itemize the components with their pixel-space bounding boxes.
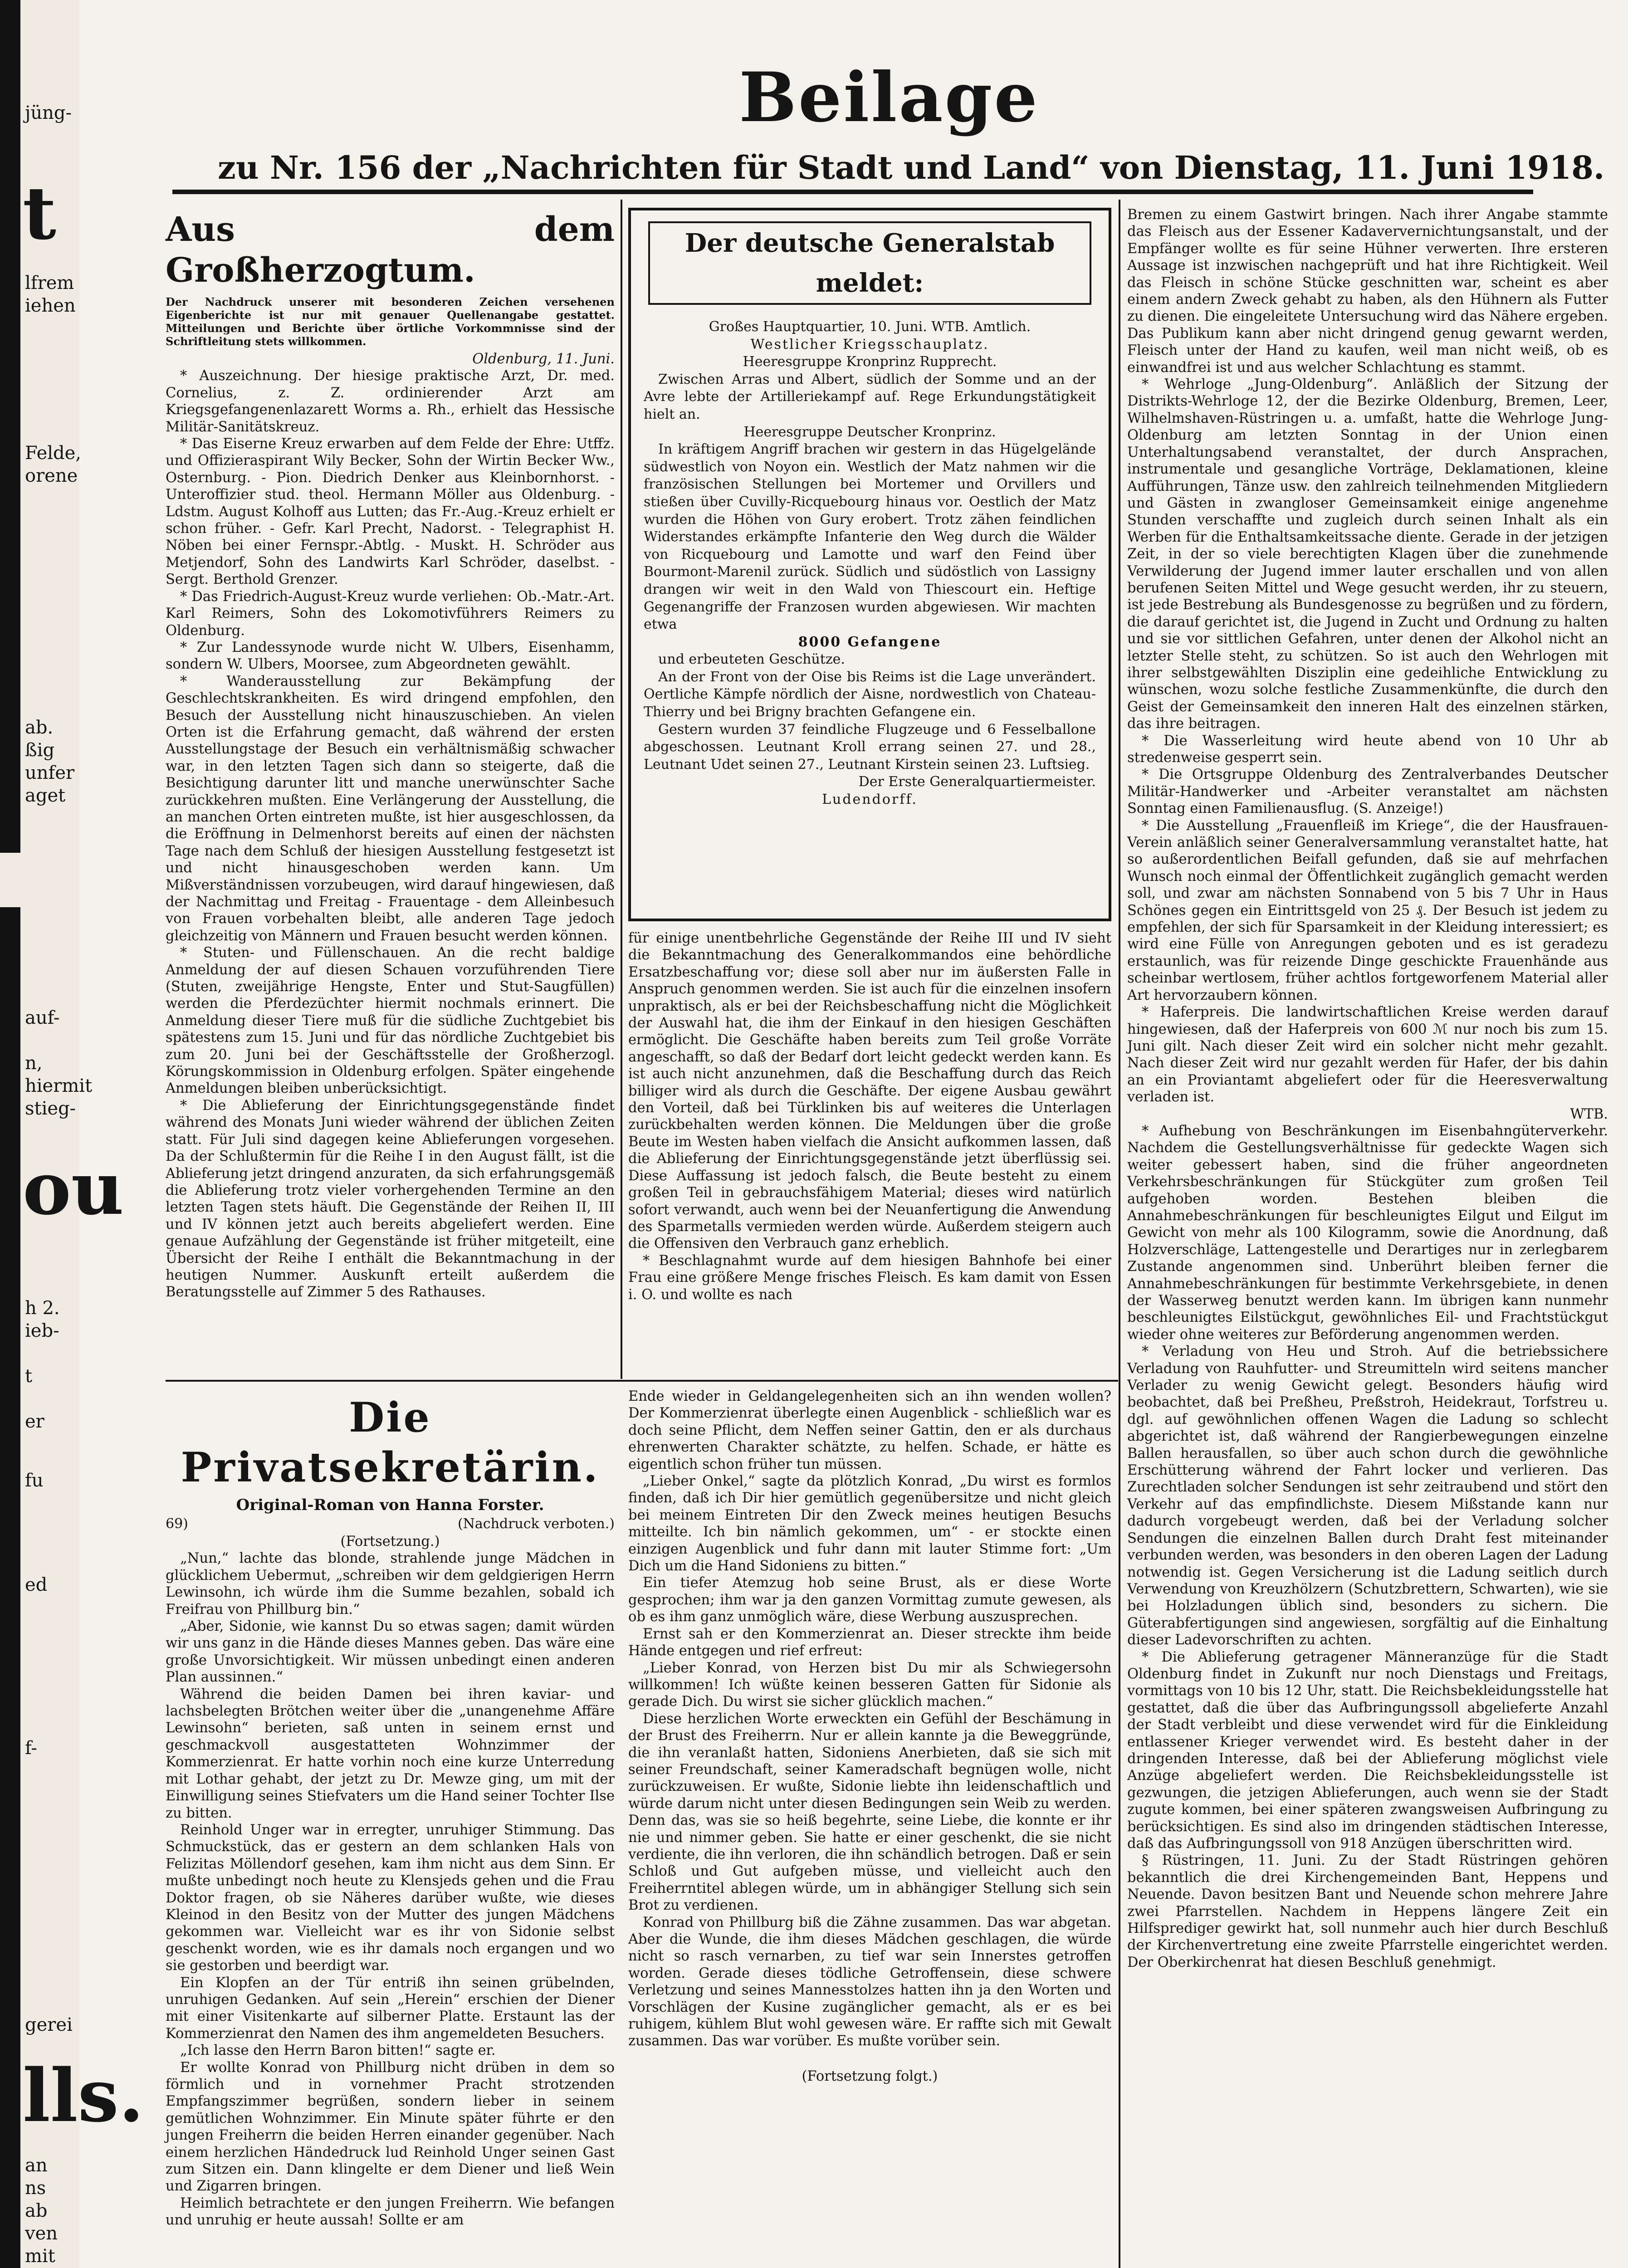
- prev-fragment: ou: [23, 1146, 124, 1231]
- prev-fragment: ßig: [25, 740, 55, 761]
- novel-subtitle: Original-Roman von Hanna Forster.: [236, 1496, 544, 1514]
- prev-fragment: gerei: [25, 2014, 73, 2035]
- prev-fragment: auf-: [25, 1007, 60, 1028]
- prev-fragment: n,: [25, 1053, 43, 1074]
- novel-number: 69): [166, 1516, 188, 1532]
- report-signature: Der Erste Generalquartiermeister.: [858, 774, 1096, 790]
- novel-column-2: [628, 1388, 1111, 2268]
- news-item: * Stuten- und Füllenschauen. An die recht baldige Anmeldung der auf diesen Schauen vorzuführenden Tiere (Stuten, zweijährige Hengste, Enter und Stut-Saugfüllen) werden die Pferdezüchter hiermit nochmals erinnert. Die Anmeldung dieser Tiere muß für die südliche Zuchtgebiet bis spätestens zum 15. Juni und für das nördliche Zuchtgebiet bis zum 20. Juni bei der Geschäftsstelle der Großherzogl. Körungskommission in Oldenburg erfolgen. Später eingehende Anmeldungen bleiben unberücksichtigt.: [166, 945, 615, 1097]
- prev-fragment: orene: [25, 465, 78, 486]
- prev-fragment: ven: [25, 2223, 58, 2244]
- novel-paragraph: Ein Klopfen an der Tür entriß ihn seinen grübelnden, unruhigen Gedanken. Auf sein „Herein“ erschien der Diener mit einer Visitenkarte auf silberner Platte. Erstaunt las der Kommerzienrat den Namen des ihm angemeldeten Besuchers.: [166, 1975, 615, 2042]
- prev-fragment: unfer: [25, 763, 75, 783]
- report-paragraph: und erbeuteten Geschütze.: [658, 651, 845, 668]
- prev-fragment: jüng-: [25, 103, 72, 123]
- report-paragraph: Gestern wurden 37 feindliche Flugzeuge und 6 Fesselballone abgeschossen. Leutnant Kroll errang seinen 27. und 28., Leutnant Udet seinen 27., Leutnant Kirstein seinen 23. Luftsieg.: [644, 721, 1096, 772]
- news-item: * Das Friedrich-August-Kreuz wurde verliehen: Ob.-Matr.-Art. Karl Reimers, Sohn des Lokomotivführers Reimers zu Oldenburg.: [166, 588, 615, 639]
- novel-paragraph: Ende wieder in Geldangelegenheiten sich an ihn wenden wollen? Der Kommerzienrat überlegte einen Augenblick - schließlich war es doch seine Pflicht, dem Neffen seiner Gattin, den er als durchaus ehrenwerten Charakter schätzte, zu helfen. Schade, er hätte es eigentlich schon früher tun müssen.: [628, 1388, 1111, 1472]
- report-paragraph: An der Front von der Oise bis Reims ist die Lage unverändert. Oertliche Kämpfe nördlich der Aisne, nordwestlich von Chateau-Thierry und bei Brigny brachten Gefangene ein.: [644, 669, 1096, 720]
- prev-fragment: er: [25, 1411, 44, 1432]
- news-item: § Rüstringen, 11. Juni. Zu der Stadt Rüstringen gehören bekanntlich die drei Kirchengemeinden Bant, Heppens und Neuende. Davon besitzen Bant und Neuende schon mehrere Jahre zwei Pfarrstellen. Nachdem in Heppens längere Zeit ein Hilfsprediger gewirkt hat, soll nunmehr auch hier durch Beschluß der Kirchenvertretung eine zweite Pfarrstelle eingerichtet werden. Der Oberkirchenrat hat diesen Beschluß genehmigt.: [1127, 1853, 1608, 1970]
- prev-fragment: fu: [25, 1470, 44, 1491]
- prev-fragment: lls.: [23, 2053, 144, 2138]
- prev-fragment: ns: [25, 2178, 46, 2199]
- novel-rights: (Nachdruck verboten.): [457, 1516, 615, 1532]
- report-paragraph: In kräftigem Angriff brachen wir gestern in das Hügelgelände südwestlich von Noyon ein. Westlich der Matz nahmen wir die französischen Stellungen bei Mortemer und Orvillers und stießen über Cuvilly-Ricquebourg hinaus vor. Oestlich der Matz wurden die Höhen von Gury erobert. Trotz zähen feindlichen Widerstandes erkämpfte Infanterie den Weg durch die Wälder von Ricquebourg und Lamotte und warf den Feind über Bourmont-Marenil zurück. Südlich und südöstlich von Lassigny drangen wir weit in den Wald von Thiescourt ein. Heftige Gegenangriffe der Franzosen wurden abgewiesen. Wir machten etwa: [644, 441, 1096, 633]
- novel-paragraph: „Ich lasse den Herrn Baron bitten!“ sagte er.: [180, 2043, 496, 2059]
- masthead-rule: [172, 190, 1533, 194]
- novel-paragraph: Konrad von Phillburg biß die Zähne zusammen. Das war abgetan. Aber die Wunde, die ihm dieses Mädchen geschlagen, die würde nicht so rasch vernarben, zu tief war sein Innerstes getroffen worden. Gerade dieses tödliche Getroffensein, diese schwere Verletzung und seines Mannesstolzes hatten ihn ja den Worten und Vorschlägen der Kusine zugänglicher gemacht, als er es bei ruhigem, kühlem Blut wohl gewesen wäre. Er raffte sich mit Gewalt zusammen. Das war vorüber. Es mußte vorüber sein.: [628, 1914, 1111, 2049]
- generalstab-box: [628, 208, 1111, 921]
- news-item: * Wanderausstellung zur Bekämpfung der Geschlechtskrankheiten. Es wird dringend empfohlen, den Besuch der Ausstellung nicht hinauszuschieben. An vielen Orten ist die Erfahrung gemacht, daß während der ersten Ausstellungstage der Besuch ein verhältnismäßig schwacher war, in den letzten Tagen sich dann so steigerte, daß die Besichtigung darunter litt und manche unerwünschter Sache zurückkehren mußten. Eine Verlängerung der Ausstellung, die an manchen Orten eintreten mußte, ist hier ausgeschlossen, da die Eröffnung in Delmenhorst bereits auf einen der nächsten Tage nach dem Schluß der hiesigen Ausstellung festgesetzt ist und nicht hinausgeschoben werden kann. Um Mißverständnissen vorzubeugen, wird darauf hingewiesen, daß der Nachmittag und Freitag - Frauentage - dem Alleinbesuch von Frauen vorbehalten bleibt, alle anderen Tage jedoch gleichzeitig von Männern und Frauen besucht werden können.: [166, 673, 615, 944]
- report-signature-name: Ludendorff.: [822, 792, 918, 808]
- prev-fragment: f-: [25, 1738, 37, 1759]
- novel-paragraph: Diese herzlichen Worte erweckten ein Gefühl der Beschämung in der Brust des Freiherrn. Nur er allein kannte ja die Beweggründe, die ihn veranlaßt hatten, Sidoniens Anerbieten, daß sie sich mit seiner Freundschaft, seiner Kameradschaft begnügen wolle, nicht zurückzuweisen. Er wußte, Sidonie liebte ihn leidenschaftlich und würde darum nicht unter diesen Bedingungen sein Weib zu werden. Denn das, was sie so heiß begehrte, seine Liebe, die konnte er ihr nie und nimmer geben. Sie hatte er einer geschenkt, die sie nicht verdiente, die ihn verloren, die ihn schändlich betrogen. Daß er sein Schloß und Gut aufgeben müsse, und vielleicht auch den Freiherrntitel ablegen würde, um in abhängiger Stellung sich sein Brot zu verdienen.: [628, 1711, 1111, 1914]
- novel-title: Die Privatsekretärin.: [181, 1393, 600, 1491]
- news-item: für einige unentbehrliche Gegenstände der Reihe III und IV sieht die Bekanntmachung des Generalkommandos eine behördliche Ersatzbeschaffung vor; diese soll aber nur im äußersten Falle in Anspruch genommen werden. Sie ist auch für die einzelnen insofern unpraktisch, als er bei der Reichsbeschaffung nicht die Möglichkeit der Auswahl hat, die ihm der Einkauf in den hiesigen Geschäften ermöglicht. Die Geschäfte haben bereits zum Teil große Vorräte angeschafft, so daß der Bedarf dort leicht gedeckt werden kann. Es ist auch nicht anzunehmen, daß die Beschaffung durch das Reich billiger wird als durch die Geschäfte. Der eigene Ausbau gewährt den Vorteil, daß bei Türklinken bis auf weiteres die Unterlagen zurückbehalten werden können. Die Meldungen über die große Beute im Westen haben vielfach die Ansicht aufkommen lassen, daß die Ablieferung der Einrichtungsgegenstände jetzt überflüssig sei. Diese Auffassung ist jedoch falsch, die Beute besteht zu einem großen Teil in gebrauchsfähigem Material; dieses wird natürlich sofort verwandt, auch wenn bei der Neuanfertigung die Anwendung des Sparmetalls vermieden werden würde. Außerdem steigern auch die Offensiven den Verbrauch ganz erheblich.: [628, 930, 1111, 1252]
- novel-paragraph: Ein tiefer Atemzug hob seine Brust, als er diese Worte gesprochen; ihm war ja den ganzen Vormittag zumute gewesen, als ob es ihm ganz unmöglich wäre, diese Werbung auszusprechen.: [628, 1575, 1111, 1625]
- novel-paragraph: Er wollte Konrad von Phillburg nicht drüben in dem so förmlich und in vornehmer Pracht strotzenden Empfangszimmer begrüßen, sondern lieber in seinem gemütlichen Wohnzimmer. Ein Minute später führte er den jungen Freiherrn die beiden Herren einander gegenüber. Nach einem herzlichen Händedruck lud Reinhold Unger seinen Gast zum Sitzen ein. Dann klingelte er dem Diener und ließ Wein und Zigarren bringen.: [166, 2059, 615, 2195]
- news-item: * Aufhebung von Beschränkungen im Eisenbahngüterverkehr. Nachdem die Gestellungsverhältnisse für gedeckte Wagen sich weiter gebessert haben, sind die früher angeordneten Verkehrsbeschränkungen für Stückgüter zum großen Teil aufgehoben worden. Bestehen bleiben die Annahmebeschränkungen für beschleunigtes Eilgut und Eilgut im Gewicht von mehr als 100 Kilogramm, sowie die Anordnung, daß Holzverschläge, Lattengestelle und Derartiges nur in zerlegbarem Zustande angenommen sind. Unberührt bleiben ferner die Annahmebeschränkungen für bestimmte Verkehrsgebiete, in denen der Wasserweg benutzt werden kann. Im übrigen kann nunmehr beschleunigtes Eilstückgut, gewöhnliches Eil- und Frachtstückgut wieder ohne weiteres zur Beförderung angenommen werden.: [1127, 1123, 1608, 1343]
- novel-column-1: [166, 1388, 615, 2268]
- novel-paragraph: „Lieber Onkel,“ sagte da plötzlich Konrad, „Du wirst es formlos finden, daß ich Dir hier gemütlich gegenübersitze und nicht gleich bei meinem Eintreten Dir den Zweck meines heutigen Besuchs mitteilte. Ich bin nämlich gekommen, um“ - er stockte einen einzigen Augenblick und fuhr dann mit lauter Stimme fort: „Um Dich um die Hand Sidoniens zu bitten.“: [628, 1473, 1111, 1574]
- news-item: Bremen zu einem Gastwirt bringen. Nach ihrer Angabe stammte das Fleisch aus der Essener Kadaververnichtungsanstalt, und der Empfänger wollte es für seine Hühner verwerten. Ihre ersteren Aussage ist inzwischen nachgeprüft und hat ihre Richtigkeit. Weil das Fleisch in schöne Stücke geschnitten war, scheint es aber einem andern Zweck gehabt zu haben, als den Hühnern als Futter zu dienen. Die eingeleitete Untersuchung wird das Nähere ergeben. Das Publikum kann aber nicht dringend genug gewarnt werden, Fleisch unter der Hand zu kaufen, weil man nicht weiß, ob es einwandfrei ist und aus welcher Schlachtung es stammt.: [1127, 207, 1608, 376]
- prev-fragment: iehen: [25, 295, 76, 316]
- masthead-subtitle: zu Nr. 156 der „Nachrichten für Stadt und Land“ von Dienstag, 11. Juni 1918.: [218, 149, 1605, 186]
- previous-page-edge: [0, 0, 144, 2268]
- dateline: Oldenburg, 11. Juni.: [472, 351, 615, 367]
- prev-fragment: ieb-: [25, 1320, 59, 1341]
- section-heading: Aus dem Großherzogtum.: [166, 210, 615, 290]
- news-item: * Beschlagnahmt wurde auf dem hiesigen Bahnhofe bei einer Frau eine größere Menge frisches Fleisch. Es kam damit von Essen i. O. und wollte es nach: [628, 1252, 1111, 1303]
- generalstab-title: Der deutsche Generalstab meldet:: [648, 221, 1091, 305]
- report-group: Heeresgruppe Deutscher Kronprinz.: [743, 424, 996, 440]
- novel-paragraph: „Nun,“ lachte das blonde, strahlende junge Mädchen in glücklichem Uebermut, „schreiben wir dem geldgierigen Herrn Lewinsohn, ich würde ihm die Summe bezahlen, sobald ich Freifrau von Phillburg bin.“: [166, 1550, 615, 1618]
- prev-fragment: ab.: [25, 717, 54, 738]
- masthead-title: Beilage: [739, 58, 1039, 137]
- report-line: Großes Hauptquartier, 10. Juni. WTB. Amtlich.: [709, 319, 1031, 335]
- news-item: * Die Ablieferung der Einrichtungsgegenstände findet während des Monats Juni wieder während der üblichen Zeiten statt. Für Juli sind dagegen keine Ablieferungen vorgesehen. Da der Schlußtermin für die Reihe I in den August fällt, ist die Ablieferung jetzt dringend anzuraten, da sich erfahrungsgemäß die Ablieferung trotz vieler vorhergehenden Termine an den letzten Tagen stets häuft. Die Gegenstände der Reihen II, III und IV können jetzt auch bereits abgeliefert werden. Eine genaue Aufzählung der Gegenstände ist früher mitgeteilt, eine Übersicht der Reihe I enthält die Bekanntmachung in der heutigen Nummer. Auskunft erteilt außerdem die Beratungsstelle auf Zimmer 5 des Rathauses.: [166, 1097, 615, 1300]
- agency-mark: WTB.: [1570, 1106, 1608, 1122]
- prev-fragment: t: [23, 171, 56, 256]
- column-right-news: [1127, 206, 1608, 1970]
- news-item: * Die Ablieferung getragener Männeranzüge für die Stadt Oldenburg findet in Zukunft nur noch Dienstags und Freitags, vormittags von 10 bis 12 Uhr, statt. Die Reichsbekleidungsstelle hat gestattet, daß die über das Aufbringungssoll abgelieferte Anzahl der Stadt verbleibt und diese verwendet wird für die Einkleidung entlassener Krieger verwendet wird. Es besteht daher in der dringenden Interesse, daß bei der Ablieferung möglichst viele Anzüge abgeliefert werden. Die Reichsbekleidungsstelle ist gezwungen, die jetzigen Ablieferungen, auch wenn sie der Stadt zugute kommen, bei einer späteren zwangsweisen Aufbringung zu berücksichtigen. Es sind also im dringenden städtischen Interesse, daß das Aufbringungssoll von 918 Anzügen überschritten wird.: [1127, 1649, 1608, 1852]
- news-item: * Die Ausstellung „Frauenfleiß im Kriege“, die der Hausfrauen-Verein anläßlich seiner Generalversammlung veranstaltet hatte, hat so außerordentlichen Beifall gefunden, daß sie auf mehrfachen Wunsch noch einmal der Öffentlichkeit zugänglich gemacht werden soll, und zwar am nächsten Sonnabend von 5 bis 7 Uhr in Haus Schönes gegen ein Eintrittsgeld von 25 ₰. Der Besuch ist jedem zu empfehlen, der sich für Sparsamkeit in der Kleidung interessiert; es wird eine Fülle von Anregungen geboten und es ist geradezu erstaunlich, was für reizende Dinge geschickte Frauenhände aus scheinbar wertlosem, früher achtlos fortgeworfenem Material aller Art hervorzaubern können.: [1127, 817, 1608, 1003]
- novel-paragraph: Während die beiden Damen bei ihren kaviar- und lachsbelegten Brötchen weiter über die „unangenehme Affäre Lewinsohn“ berieten, saß unten in seinem ernst und geschmackvoll ausgestatteten Wohnzimmer der Kommerzienrat. Er hatte vorhin noch eine kurze Unterredung mit Lothar gehabt, der jetzt zu Dr. Mewze ging, um mit der Einwilligung seines Stiefvaters um die Hand seiner Tochter Ilse zu bitten.: [166, 1686, 615, 1821]
- news-item: * Auszeichnung. Der hiesige praktische Arzt, Dr. med. Cornelius, z. Z. ordinierender Arzt am Kriegsgefangenenlazarett Worms a. Rh., erhielt das Hessische Militär-Sanitätskreuz.: [166, 368, 615, 435]
- generalstab-report: [644, 318, 1096, 809]
- column-rule: [1119, 200, 1120, 2268]
- novel-paragraph: Ernst sah er den Kommerzienrat an. Dieser streckte ihm beide Hände entgegen und rief erfreut:: [628, 1626, 1111, 1659]
- news-item: * Wehrloge „Jung-Oldenburg“. Anläßlich der Sitzung der Distrikts-Wehrloge 12, der die Bezirke Oldenburg, Bremen, Leer, Wilhelmshaven-Rüstringen u. a. umfaßt, hatte die Wehrloge Jung-Oldenburg am letzten Sonntag in der Union einen Unterhaltungsabend veranstaltet, der durch Ansprachen, instrumentale und gesangliche Vorträge, Deklamationen, kleine Aufführungen, Tänze usw. den zahlreich teilnehmenden Mitgliedern und Gästen in zwangloser Gemeinsamkeit einige angenehme Stunden verschaffte und zugleich durch seinen Inhalt als ein Werben für die Enthaltsamkeitssache diente. Gerade in der jetzigen Zeit, in der so viele berechtigten Klagen über die zunehmende Verwilderung der Jugend immer lauter erschallen und von allen berufenen Seiten Mittel und Wege gesucht werden, ihr zu steuern, ist jede Bestrebung als Bundesgenosse zu begrüßen und zu fördern, die darauf gerichtet ist, die Jugend in Zucht und Ordnung zu halten und sie vor sittlichen Gefahren, unter denen der Alkohol nicht an letzter Stelle steht, zu schützen. So ist auch den Wehrlogen mit ihrer selbstgewählten Disziplin eine gedeihliche Entwicklung zu wünschen, wozu solche festliche Zusammenkünfte, die durch den Geist der Gemeinsamkeit den inneren Halt des einzelnen stärken, das ihre beitragen.: [1127, 376, 1608, 732]
- column-rule: [621, 200, 622, 1379]
- news-item: * Das Eiserne Kreuz erwarben auf dem Felde der Ehre: Utffz. und Offizieraspirant Wily Becker, Sohn der Wirtin Becker Ww., Osternburg. - Pion. Diedrich Denker aus Kleinbornhorst. - Unteroffizier stud. theol. Hermann Möller aus Oldenburg. - Ldstm. August Kolhoff aus Lutten; das Fr.-Aug.-Kreuz erhielt er schon früher. - Gefr. Karl Precht, Nadorst. - Telegraphist H. Nöben bei einer Fernspr.-Abtlg. - Muskt. H. Schröder aus Metjendorf, Sohn des Landwirts Karl Schröder, daselbst. - Sergt. Berthold Grenzer.: [166, 436, 615, 588]
- novel-paragraph: Heimlich betrachtete er den jungen Freiherrn. Wie befangen und unruhig er heute aussah! Sollte er am: [166, 2195, 615, 2229]
- prev-fragment: hiermit: [25, 1075, 93, 1096]
- prev-fragment: lfrem: [25, 273, 74, 293]
- news-item: * Haferpreis. Die landwirtschaftlichen Kreise werden darauf hingewiesen, daß der Haferpreis von 600 ℳ nur noch bis zum 15. Juni gilt. Nach dieser Zeit wird ein solcher nicht mehr gezahlt. Nach dieser Zeit wird nur gezahlt werden für Hafer, der bis dahin an ein Proviantamt abgeliefert oder für die Heeresverwaltung verladen ist.: [1127, 1004, 1608, 1105]
- prev-fragment: ed: [25, 1574, 48, 1595]
- news-item: * Zur Landessynode wurde nicht W. Ulbers, Eisenhamm, sondern W. Ulbers, Moorsee, zum Abgeordneten gewählt.: [166, 639, 615, 673]
- section-rule: [166, 1380, 1118, 1382]
- novel-meta: [166, 1515, 615, 1533]
- novel-continued-footer: (Fortsetzung folgt.): [802, 2068, 938, 2084]
- novel-paragraph: Reinhold Unger war in erregter, unruhiger Stimmung. Das Schmuckstück, das er gestern an dem schlanken Hals von Felizitas Möllendorf gesehen, kam ihm nicht aus dem Sinn. Er mußte unbedingt noch heute zu Klensjeds gehen und die Frau Doktor fragen, ob sie Näheres darüber wußte, wie dieses Kleinod in den Besitz von der Mutter des jungen Mädchens gekommen war. Vielleicht war es ihr von Sidonie selbst geschenkt worden, wie es ihr damals noch ergangen und wo sie gestorben und beerdigt war.: [166, 1822, 615, 1974]
- reprint-notice: Der Nachdruck unserer mit besonderen Zeichen versehenen Eigenberichte ist nur mit genauer Quellenangabe gestattet. Mitteilungen und Berichte über örtliche Vorkommnisse sind der Schriftleitung stets willkommen.: [166, 295, 615, 348]
- prev-fragment: t: [25, 1366, 33, 1387]
- report-prisoners: 8000 Gefangene: [798, 634, 942, 650]
- column-grossherzogtum: [166, 206, 615, 1377]
- column-middle-lower: [628, 930, 1111, 1379]
- novel-continued: (Fortsetzung.): [340, 1534, 440, 1549]
- novel-paragraph: „Aber, Sidonie, wie kannst Du so etwas sagen; damit würden wir uns ganz in die Hände dieses Mannes geben. Das wäre eine große Unvorsichtigkeit. Wir müssen unbedingt einen anderen Plan aussinnen.“: [166, 1618, 615, 1686]
- news-item: * Die Wasserleitung wird heute abend von 10 Uhr ab stredenweise gesperrt sein.: [1127, 733, 1608, 766]
- novel-paragraph: „Lieber Konrad, von Herzen bist Du mir als Schwiegersohn willkommen! Ich wüßte keinen besseren Gatten für Sidonie als gerade Dich. Du wirst sie sicher glücklich machen.“: [628, 1660, 1111, 1710]
- prev-fragment: h 2.: [25, 1298, 60, 1319]
- news-item: * Die Ortsgruppe Oldenburg des Zentralverbandes Deutscher Militär-Handwerker und -Arbeiter veranstaltet am nächsten Sonntag einen Familienausflug. (S. Anzeige!): [1127, 767, 1608, 817]
- prev-fragment: Felde,: [25, 443, 82, 464]
- report-line: Westlicher Kriegsschauplatz.: [750, 336, 989, 352]
- report-paragraph: Zwischen Arras und Albert, südlich der Somme und an der Avre lebte der Artilleriekampf auf. Rege Erkundungstätigkeit hielt an.: [644, 371, 1096, 422]
- prev-fragment: aget: [25, 785, 66, 806]
- prev-fragment: stieg-: [25, 1098, 76, 1119]
- prev-fragment: mit: [25, 2246, 55, 2267]
- news-item: * Verladung von Heu und Stroh. Auf die betriebssichere Verladung von Rauhfutter- und Streumitteln wird seitens mancher Verlader zu wenig Gewicht gelegt. Besonders häufig wird beobachtet, daß bei Preßheu, Preßstroh, Heidekraut, Torfstreu u. dgl. auf gewöhnlichen offenen Wagen die Ladung so schlecht abgerichtet ist, daß während der Rangierbewegungen einzelne Ballen herausfallen, so über auch schon durch die gewöhnliche Erschütterung während der Fahrt locker und verlieren. Das Zurechtladen solcher Sendungen ist sehr zeitraubend und stört den Verkehr auf das empfindlichste. Diesem Mißstande kann nur dadurch vorgebeugt werden, daß bei der Verladung solcher Sendungen die einzelnen Ballen durch Draht fest miteinander verbunden werden, was besonders in den oberen Lagen der Ladung notwendig ist. Gegen Versicherung ist die Ladung seitlich durch Verwendung von Kreuzhölzern (Schutzbrettern, Schwarten), wie sie bei Holzladungen üblich sind, besonders zu sichern. Die Güterabfertigungen sind angewiesen, sorgfältig auf die Einhaltung dieser Ladevorschriften zu achten.: [1127, 1344, 1608, 1648]
- prev-fragment: ab: [25, 2200, 48, 2221]
- prev-fragment: an: [25, 2155, 48, 2176]
- report-line: Heeresgruppe Kronprinz Rupprecht.: [743, 354, 997, 370]
